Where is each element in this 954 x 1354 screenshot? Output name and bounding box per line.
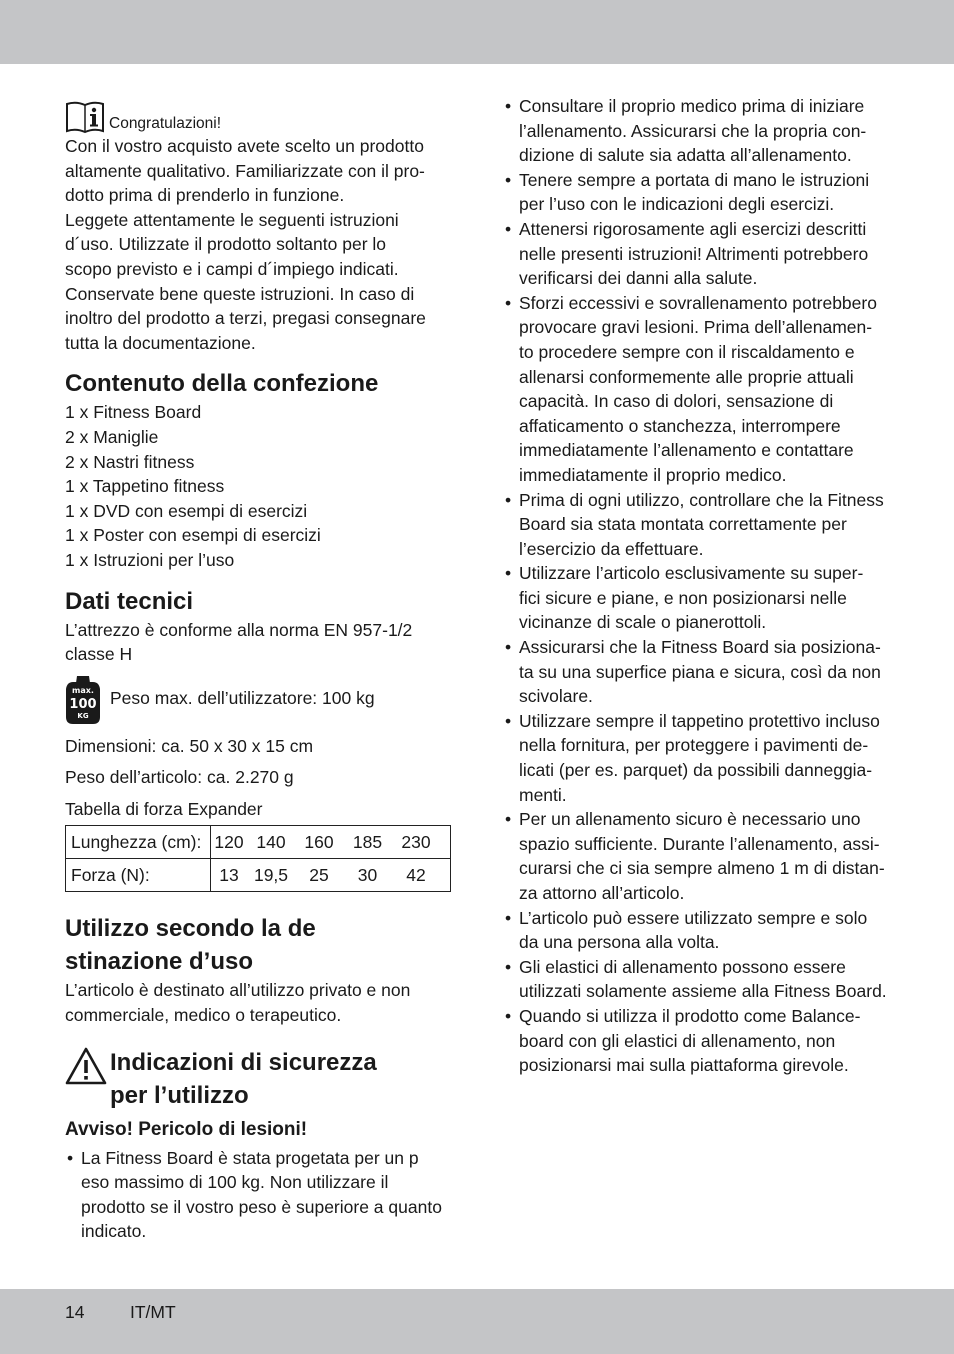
intro-line: Con il vostro acquisto avete scelto un prodotto xyxy=(65,136,424,156)
contents-item: 1 x Tappetino fitness xyxy=(65,476,225,497)
contents-item: 2 x Maniglie xyxy=(65,426,159,447)
list-item xyxy=(65,1146,455,1244)
contents-item: 1 x Fitness Board xyxy=(65,402,202,423)
usage-line: L’articolo è destinato all’utilizzo privato e non xyxy=(65,980,411,1001)
table-row xyxy=(66,859,451,892)
list-item-line: menti. xyxy=(519,784,567,805)
table-cell: 185 xyxy=(352,832,383,853)
table-cell: 140 xyxy=(256,832,286,853)
max-weight-text: Peso max. dell’utilizzatore: 100 kg xyxy=(110,688,375,709)
list-item-line: • Attenersi rigorosamente agli esercizi descritti xyxy=(519,218,867,239)
item-weight-text: Peso dell’articolo: ca. 2.270 g xyxy=(65,767,294,788)
intro-line: Conservate bene queste istruzioni. In caso di xyxy=(65,283,415,304)
list-item xyxy=(503,94,895,168)
list-item-line: verificarsi dei danni alla salute. xyxy=(519,268,758,289)
list-item-line: • La Fitness Board è stata progetata per un p xyxy=(81,1147,419,1168)
contents-item: 1 x Istruzioni per l’uso xyxy=(65,549,235,570)
tech-heading: Dati tecnici xyxy=(65,587,194,615)
list-item xyxy=(503,709,895,807)
list-item-line: l’allenamento. Assicurarsi che la propria con- xyxy=(519,120,867,141)
contents-item: 1 x Poster con esempi di esercizi xyxy=(65,525,321,546)
list-item-line: scivolare. xyxy=(519,686,593,707)
contents-item: 2 x Nastri fitness xyxy=(65,451,195,472)
list-item-line: • Tenere sempre a portata di mano le istruzioni xyxy=(519,169,870,190)
table-cell: 30 xyxy=(357,865,378,886)
table-cell: 120 xyxy=(214,832,244,853)
right-column xyxy=(503,94,895,1078)
table-row-values xyxy=(211,826,451,859)
list-item xyxy=(503,291,895,488)
list-item xyxy=(503,217,895,291)
list-item-line: to procedere sempre con il riscaldamento e xyxy=(519,341,855,362)
list-item-line: provocare gravi lesioni. Prima dell’allenamen- xyxy=(519,317,873,338)
list-item-line: • Sforzi eccessivi e sovrallenamento potrebbero xyxy=(519,292,877,313)
list-item-line: spazio sufficiente. Durante l’allenamento, assi- xyxy=(519,833,880,854)
dimensions-text: Dimensioni: ca. 50 x 30 x 15 cm xyxy=(65,735,314,756)
table-row-label: Forza (N): xyxy=(66,859,211,892)
table-cell: 19,5 xyxy=(253,865,289,886)
page-number: 14 xyxy=(65,1302,85,1322)
list-item-line: fici sicure e piane, e non posizionarsi nelle xyxy=(519,587,847,608)
intro-heading-row xyxy=(65,94,455,134)
usage-heading-line: stinazione d’uso xyxy=(65,948,254,976)
list-item-line: nelle presenti istruzioni! Altrimenti potrebbero xyxy=(519,243,869,264)
contents-item: 1 x DVD con esempi di esercizi xyxy=(65,500,308,521)
intro-line: inoltro del prodotto a terzi, pregasi consegnare xyxy=(65,308,426,329)
left-bullet-list xyxy=(65,1146,455,1244)
list-item-line: vicinanze di scale o pianerottoli. xyxy=(519,612,767,633)
usage-heading xyxy=(65,912,455,978)
usage-line: commerciale, medico o terapeutico. xyxy=(65,1005,342,1026)
list-item xyxy=(503,807,895,905)
list-item-line: immediatamente l’allenamento e contattare xyxy=(519,440,854,461)
list-item-line: immediatamente il proprio medico. xyxy=(519,464,787,485)
force-table-title: Tabella di forza Expander xyxy=(65,798,263,819)
list-item-line: Board sia stata montata correttamente per xyxy=(519,514,847,535)
list-item-line: utilizzati solamente assieme alla Fitness Board. xyxy=(519,981,887,1002)
weight-icon-max: max. xyxy=(72,685,94,695)
list-item xyxy=(503,906,895,955)
list-item-line: za attorno all’articolo. xyxy=(519,883,685,903)
safety-heading-line: per l’utilizzo xyxy=(110,1081,249,1109)
list-item-line: da una persona alla volta. xyxy=(519,932,720,953)
norm-line: L’attrezzo è conforme alla norma EN 957-1/2 xyxy=(65,619,413,640)
intro-line: dotto prima di prenderlo in funzione. xyxy=(65,185,345,206)
table-cell: 160 xyxy=(304,832,334,853)
list-item xyxy=(503,635,895,709)
intro-heading: Congratulazioni! xyxy=(109,115,222,132)
list-item-line: • Per un allenamento sicuro è necessario uno xyxy=(519,809,861,830)
intro-line: tutta la documentazione. xyxy=(65,332,256,353)
intro-line: d´uso. Utilizzate il prodotto soltanto per lo xyxy=(65,234,386,255)
list-item-line: curarsi che ci sia sempre almeno 1 m di distan- xyxy=(519,858,885,879)
list-item-line: ta su una superfice piana e sicura, così da non xyxy=(519,661,881,682)
table-row-values xyxy=(211,859,451,892)
weight-icon-value: 100 xyxy=(69,696,97,712)
list-item-line: • Consultare il proprio medico prima di iniziare xyxy=(519,96,865,116)
list-item-line: l’esercizio da effettuare. xyxy=(519,538,704,559)
list-item-line: • L’articolo può essere utilizzato sempre e solo xyxy=(519,907,868,928)
list-item-line: • Quando si utilizza il prodotto come Balance- xyxy=(519,1005,861,1026)
list-item xyxy=(503,955,895,1004)
table-cell: 25 xyxy=(309,865,329,886)
norm-line: classe H xyxy=(65,644,133,665)
intro-line: Leggete attentamente le seguenti istruzioni xyxy=(65,209,399,230)
max-weight-row xyxy=(65,671,455,727)
contents-list xyxy=(65,400,455,572)
table-cell: 230 xyxy=(401,832,431,853)
header-bar xyxy=(0,0,954,64)
table-row xyxy=(66,826,451,859)
right-bullet-list xyxy=(503,94,895,1078)
list-item-line: • Utilizzare sempre il tappetino protettivo incluso xyxy=(519,710,880,731)
table-row-label: Lunghezza (cm): xyxy=(66,826,211,859)
intro-line: altamente qualitativo. Familiarizzate con il pro- xyxy=(65,160,425,181)
warning-triangle-icon xyxy=(65,1047,107,1085)
list-item xyxy=(503,168,895,217)
list-item xyxy=(503,1004,895,1078)
list-item-line: dizione di salute sia adatta all’allenamento. xyxy=(519,145,852,166)
contents-heading: Contenuto della confezione xyxy=(65,370,379,398)
warning-subheading: Avviso! Pericolo di lesioni! xyxy=(65,1118,308,1140)
list-item-line: indicato. xyxy=(81,1221,147,1242)
list-item-line: affaticamento o stanchezza, interrompere xyxy=(519,415,841,436)
table-cell: 42 xyxy=(406,865,426,886)
list-item-line: prodotto se il vostro peso è superiore a quanto xyxy=(81,1196,442,1217)
list-item-line: eso massimo di 100 kg. Non utilizzare il xyxy=(81,1172,389,1193)
list-item-line: posizionarsi mai sulla piattaforma girevole. xyxy=(519,1055,849,1076)
force-table xyxy=(65,825,451,892)
list-item-line: • Gli elastici di allenamento possono essere xyxy=(519,956,846,977)
book-info-icon xyxy=(65,100,105,134)
list-item-line: nella fornitura, per proteggere i pavimenti de- xyxy=(519,735,869,756)
list-item-line: • Utilizzare l’articolo esclusivamente su super- xyxy=(519,563,864,584)
intro-text xyxy=(65,134,455,355)
language-code: IT/MT xyxy=(130,1302,176,1322)
weight-icon-unit: KG xyxy=(77,711,89,720)
usage-heading-line: Utilizzo secondo la de xyxy=(65,915,316,943)
list-item xyxy=(503,561,895,635)
list-item-line: per l’uso con le indicazioni degli esercizi. xyxy=(519,194,835,215)
list-item-line: allenarsi conformemente alle proprie attuali xyxy=(519,366,854,387)
list-item-line: capacità. In caso di dolori, sensazione di xyxy=(519,391,834,412)
list-item-line: • Assicurarsi che la Fitness Board sia posiziona- xyxy=(519,637,881,658)
safety-heading-line: Indicazioni di sicurezza xyxy=(110,1048,377,1076)
left-column xyxy=(65,94,455,1244)
list-item xyxy=(503,488,895,562)
table-cell: 13 xyxy=(219,865,239,886)
list-item-line: • Prima di ogni utilizzo, controllare che la Fitness xyxy=(519,489,884,510)
intro-line: scopo previsto e i campi d´impiego indicati. xyxy=(65,258,399,279)
weight-icon xyxy=(65,673,101,725)
list-item-line: licati (per es. parquet) da possibili danneggia- xyxy=(519,760,873,781)
safety-heading xyxy=(65,1046,455,1112)
list-item-line: board con gli elastici di allenamento, non xyxy=(519,1030,836,1051)
